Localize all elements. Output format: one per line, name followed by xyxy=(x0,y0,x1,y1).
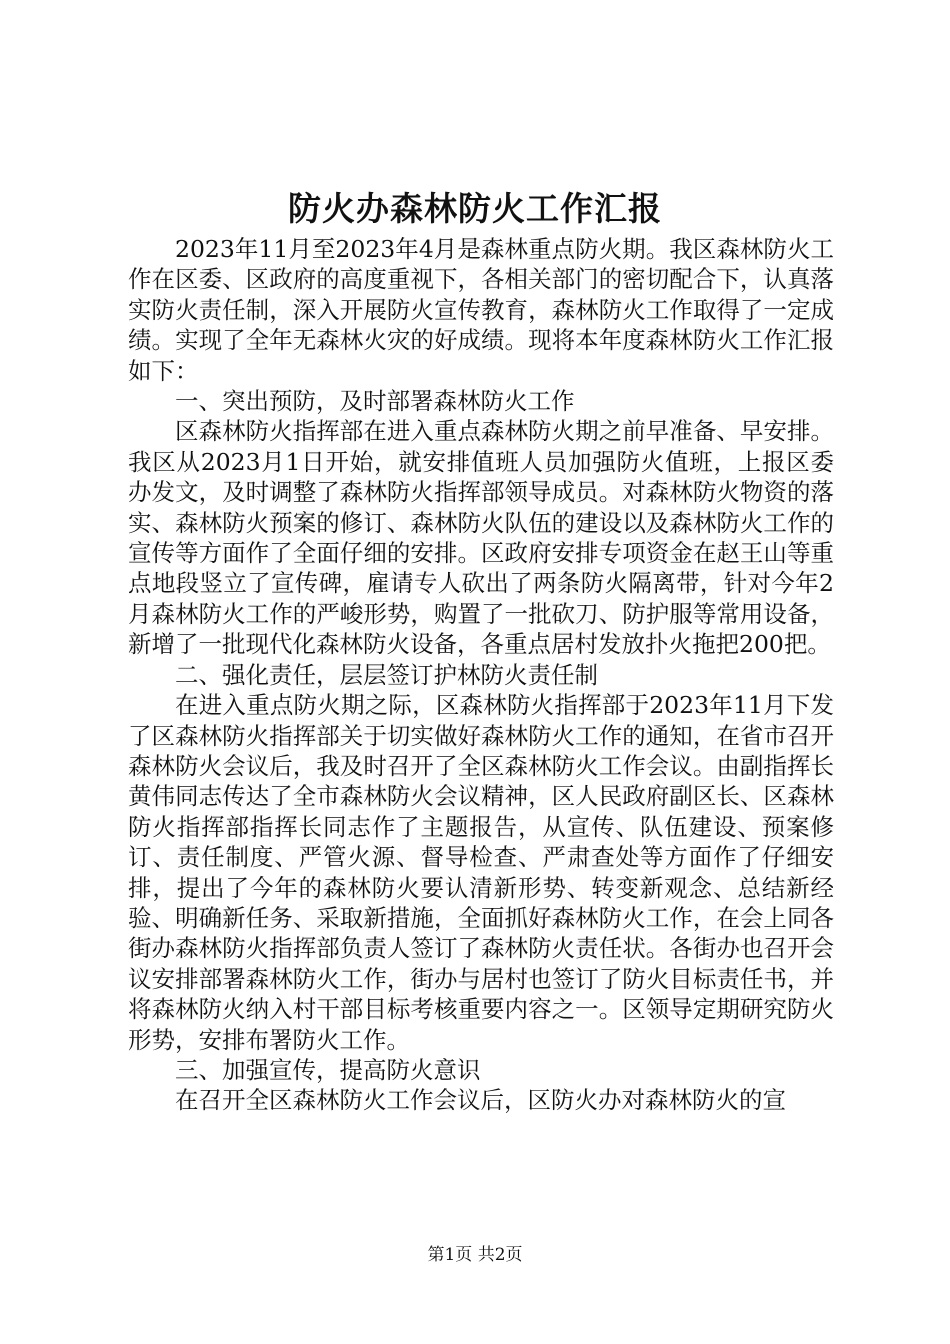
paragraph-section-3: 在召开全区森林防火工作会议后，区防火办对森林防火的宣 xyxy=(175,1086,786,1115)
section-heading-2: 二、强化责任，层层签订护林防火责任制 xyxy=(175,660,598,689)
page-number-footer: 第1页 共2页 xyxy=(427,1245,523,1265)
section-heading-1: 一、突出预防，及时部署森林防火工作 xyxy=(175,387,575,416)
paragraph-section-2: 在进入重点防火期之际，区森林防火指挥部于2023年11月下发了区森林防火指挥部关于切实做好森林防火工作的通知，在省市召开森林防火会议后，我及时召开了全区森林防火工作会议。由副指挥长黄伟同志传达了全市森林防火会议精神，区人民政府副区长、区森林防火指挥部指挥长同志作了主题报告，从宣传、队伍建设、预案修订、责任制度、严管火源、督导检查、严肃查处等方面作了仔细安排，提出了今年的森林防火要认清新形势、转变新观念、总结新经验、明确新任务、采取新措施，全面抓好森林防火工作，在会上同各街办森林防火指挥部负责人签订了森林防火责任状。各街办也召开会议安排部署森林防火工作，街办与居村也签订了防火目标责任书，并将森林防火纳入村干部目标考核重要内容之一。区领导定期研究防火形势，安排布署防火工作。 xyxy=(128,691,834,1054)
document-title: 防火办森林防火工作汇报 xyxy=(288,189,662,228)
document-body xyxy=(128,234,834,1116)
section-heading-3: 三、加强宣传，提高防火意识 xyxy=(175,1055,481,1084)
paragraph-section-1: 区森林防火指挥部在进入重点森林防火期之前早准备、早安排。我区从2023月1日开始，就安排值班人员加强防火值班，上报区委办发文，及时调整了森林防火指挥部领导成员。对森林防火物资的落实、森林防火预案的修订、森林防火队伍的建设以及森林防火工作的宣传等方面作了全面仔细的安排。区政府安排专项资金在赵王山等重点地段竖立了宣传碑，雇请专人砍出了两条防火隔离带，针对今年2月森林防火工作的严峻形势，购置了一批砍刀、防护服等常用设备，新增了一批现代化森林防火设备，各重点居村发放扑火拖把200把。 xyxy=(128,417,834,659)
paragraph-intro: 2023年11月至2023年4月是森林重点防火期。我区森林防火工作在区委、区政府的高度重视下，各相关部门的密切配合下，认真落实防火责任制，深入开展防火宣传教育，森林防火工作取得了一定成绩。实现了全年无森林火灾的好成绩。现将本年度森林防火工作汇报如下： xyxy=(128,235,834,385)
